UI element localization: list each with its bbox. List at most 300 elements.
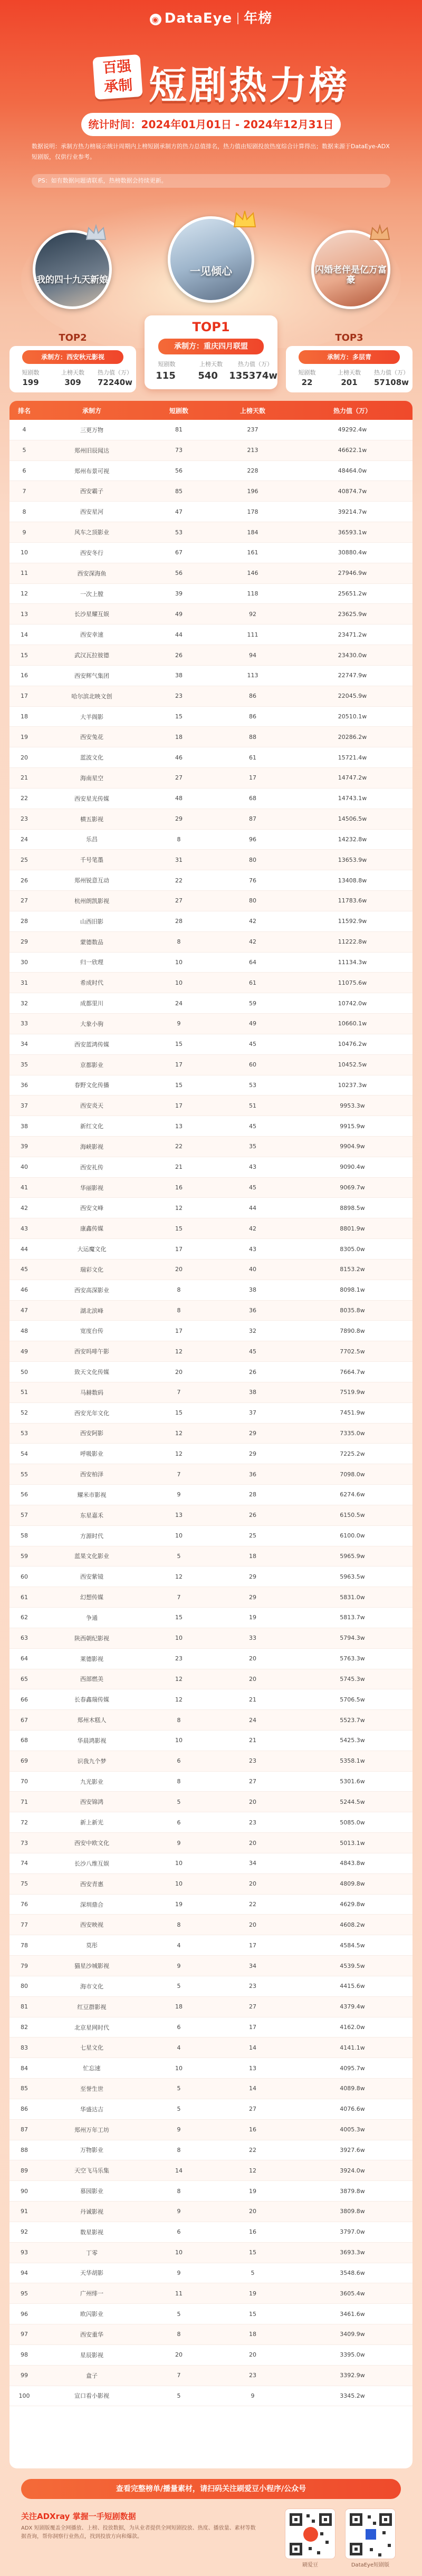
- brand-divider: [237, 13, 238, 24]
- dramas-cell: 56: [175, 467, 183, 475]
- heat-cell: 11222.8w: [338, 938, 367, 946]
- top1-stat-vals: [145, 370, 277, 381]
- rank-cell: 9: [22, 528, 26, 536]
- dramas-cell: 8: [177, 1778, 181, 1785]
- days-cell: 35: [249, 1143, 256, 1150]
- heat-cell: 5745.3w: [340, 1675, 365, 1683]
- heat-cell: 7098.0w: [340, 1470, 365, 1478]
- qr2-caption: DataEye短剧版: [351, 2562, 390, 2568]
- days-cell: 61: [249, 754, 256, 761]
- producer-cell: 西安炎天: [80, 1102, 103, 1110]
- rank-cell: 4: [22, 426, 26, 434]
- rank-cell: 96: [21, 2310, 28, 2318]
- table-row: [9, 747, 413, 768]
- days-cell: 88: [249, 733, 256, 741]
- producer-cell: 大羊阁影: [80, 713, 103, 720]
- rank-cell: 85: [21, 2085, 28, 2092]
- days-cell: 44: [249, 1204, 256, 1212]
- heat-cell: 4539.5w: [340, 1962, 365, 1969]
- rank-cell: 57: [21, 1512, 28, 1519]
- table-row: [9, 1772, 413, 1792]
- dramas-cell: 23: [175, 1655, 183, 1662]
- rank-cell: 26: [21, 877, 28, 884]
- dramas-cell: 11: [175, 2290, 183, 2297]
- dramas-cell: 10: [175, 958, 183, 966]
- rank-cell: 87: [21, 2126, 28, 2133]
- producer-cell: 西安星光传媒: [74, 795, 109, 802]
- rank-cell: 21: [21, 774, 28, 782]
- days-cell: 45: [249, 1041, 256, 1048]
- dramas-cell: 17: [175, 1102, 183, 1109]
- dramas-cell: 10: [175, 1860, 183, 1867]
- dramas-cell: 18: [175, 733, 183, 741]
- days-cell: 15: [249, 2249, 256, 2256]
- table-row: [9, 1403, 413, 1424]
- table-row: [9, 1444, 413, 1464]
- rank-cell: 6: [22, 467, 26, 475]
- dramas-cell: 16: [175, 1184, 183, 1191]
- producer-cell: 北京星网时代: [74, 2024, 109, 2031]
- rank-cell: 66: [21, 1696, 28, 1703]
- producer-cell: 成都里川: [80, 1000, 103, 1007]
- days-cell: 26: [249, 1512, 256, 1519]
- days-cell: 36: [249, 1307, 256, 1314]
- table-row: [9, 1915, 413, 1935]
- footer-banner[interactable]: 查看完整榜单/播量素材，请扫码关注刷爱豆小程序/公众号: [21, 2479, 401, 2499]
- days-cell: 29: [249, 1429, 256, 1437]
- table-row: [9, 1075, 413, 1096]
- heat-cell: 4608.2w: [340, 1921, 365, 1928]
- days-cell: 113: [247, 672, 258, 679]
- dramas-cell: 27: [175, 774, 183, 782]
- days-cell: 22: [249, 2146, 256, 2154]
- footer-body: ADX 短剧版覆盖全网播放、上榜、投放数据，为从业者提供全网短剧投放、热度、播放量、素材等数据查询，帮你洞察行业热点，找到投放方向和爆款。: [21, 2525, 256, 2540]
- producer-cell: 希成时代: [80, 979, 103, 987]
- rank-cell: 37: [21, 1102, 28, 1109]
- rank-cell: 22: [21, 795, 28, 802]
- table-row: [9, 1424, 413, 1444]
- intro-paragraph: 数据说明：承制方热力榜展示统计周期内上榜短剧承制方的热力总值排名，热力值由短剧投放热度综合计算得出；数据来源于DataEye-ADX短剧版，仅供行业参考。: [32, 143, 390, 160]
- days-cell: 86: [249, 693, 256, 700]
- rank-cell: 62: [21, 1614, 28, 1621]
- heat-cell: 5763.3w: [340, 1655, 365, 1662]
- top2-head-days: 上榜天数: [61, 369, 84, 376]
- brand-suffix: 年榜: [244, 11, 273, 26]
- heat-cell: 3548.6w: [340, 2269, 365, 2276]
- producer-cell: 长沙星耀互娱: [74, 611, 109, 618]
- days-cell: 18: [249, 2331, 256, 2338]
- dramas-cell: 17: [175, 1061, 183, 1069]
- rank-cell: 77: [21, 1921, 28, 1928]
- days-cell: 29: [249, 1573, 256, 1580]
- heat-cell: 6274.6w: [340, 1491, 365, 1498]
- days-cell: 53: [249, 1081, 256, 1089]
- footer: [21, 2505, 401, 2569]
- top3-days: 201: [341, 378, 358, 387]
- rank-cell: 35: [21, 1061, 28, 1069]
- dramas-cell: 67: [175, 549, 183, 556]
- dramas-cell: 8: [177, 835, 181, 843]
- dramas-cell: 5: [177, 2085, 181, 2092]
- table-row: [9, 2324, 413, 2345]
- days-cell: 32: [249, 1327, 256, 1334]
- producer-cell: 郑州锐意互动: [74, 877, 109, 885]
- producer-cell: 蒙德数品: [80, 938, 103, 946]
- heat-cell: 3605.4w: [340, 2290, 365, 2297]
- producer-cell: 争通: [86, 1614, 98, 1621]
- producer-cell: 西安蓝鸿传媒: [74, 1041, 109, 1048]
- days-cell: 80: [249, 897, 256, 905]
- heat-cell: 6150.5w: [340, 1512, 365, 1519]
- rank-cell: 75: [21, 1880, 28, 1888]
- heat-cell: 27946.9w: [338, 570, 367, 577]
- heat-cell: 40874.7w: [338, 487, 367, 495]
- dramas-cell: 24: [175, 999, 183, 1007]
- col-producer: 承制方: [82, 407, 101, 415]
- top3-poster: [311, 230, 390, 309]
- table-row: [9, 1198, 413, 1218]
- dramas-cell: 17: [175, 1327, 183, 1334]
- rank-cell: 99: [21, 2372, 28, 2379]
- dramas-cell: 9: [177, 1962, 181, 1969]
- dramas-cell: 81: [175, 426, 183, 434]
- rank-cell: 52: [21, 1409, 28, 1417]
- col-heat: 热力值（万）: [333, 407, 371, 415]
- top3-head-days: 上榜天数: [338, 369, 361, 376]
- table-row: [9, 1853, 413, 1874]
- rank-cell: 19: [21, 733, 28, 741]
- producer-cell: 西部燃美: [80, 1676, 103, 1683]
- table-row: [9, 2181, 413, 2202]
- qr-code-dataeye[interactable]: [345, 2508, 396, 2559]
- days-cell: 20: [249, 1655, 256, 1662]
- dramas-cell: 4: [177, 1941, 181, 1949]
- table-row: [9, 1649, 413, 1669]
- rank-cell: 98: [21, 2351, 28, 2359]
- table-row: [9, 1034, 413, 1055]
- days-cell: 22: [249, 1901, 256, 1908]
- days-cell: 146: [247, 570, 258, 577]
- rank-cell: 48: [21, 1327, 28, 1334]
- dramas-cell: 44: [175, 631, 183, 638]
- heat-cell: 11592.9w: [338, 918, 367, 925]
- top2-heat: 72240w: [97, 378, 133, 387]
- days-cell: 33: [249, 1635, 256, 1642]
- producer-cell: 郑州旧辰闻达: [74, 447, 109, 454]
- rank-cell: 91: [21, 2208, 28, 2215]
- producer-cell: 归一欣理: [80, 959, 103, 966]
- producer-cell: 乐昌: [86, 836, 98, 843]
- top2-producer: 承制方：西安秋元影视: [22, 350, 123, 364]
- days-cell: 19: [249, 2290, 256, 2297]
- producer-cell: 西安重华: [80, 2331, 103, 2338]
- heat-cell: 6100.0w: [340, 1532, 365, 1540]
- heat-cell: 9915.9w: [340, 1122, 365, 1130]
- producer-cell: 天空飞马乐集: [74, 2167, 109, 2175]
- producer-cell: 方源时代: [80, 1532, 103, 1540]
- table-row: [9, 932, 413, 953]
- rank-cell: 14: [21, 631, 28, 638]
- qr-code-shuaidou[interactable]: [285, 2508, 335, 2559]
- rank-cell: 24: [21, 835, 28, 843]
- dramas-cell: 9: [177, 2126, 181, 2133]
- rank-cell: 83: [21, 2044, 28, 2051]
- rank-cell: 64: [21, 1655, 28, 1662]
- table-row: [9, 830, 413, 850]
- heat-cell: 48464.0w: [338, 467, 367, 475]
- producer-cell: 西安兔花: [80, 734, 103, 741]
- producer-cell: 哈尔滨北映文创: [71, 693, 112, 700]
- top1-dramas: 115: [156, 370, 176, 381]
- table-row: [9, 543, 413, 563]
- days-cell: 20: [249, 1798, 256, 1805]
- col-rank: 排名: [17, 407, 31, 415]
- table-row: [9, 1874, 413, 1895]
- rank-cell: 53: [21, 1429, 28, 1437]
- days-cell: 118: [247, 590, 258, 598]
- rank-cell: 54: [21, 1450, 28, 1457]
- rank-cell: 56: [21, 1491, 28, 1498]
- producer-cell: 千号笔墨: [80, 857, 103, 864]
- heat-cell: 3461.6w: [340, 2310, 365, 2318]
- producer-cell: 京都影业: [80, 1061, 103, 1069]
- top3-heat: 57108w: [373, 378, 409, 387]
- heat-cell: 14747.2w: [338, 774, 367, 782]
- dramas-cell: 4: [177, 2044, 181, 2051]
- dramas-cell: 12: [175, 1348, 183, 1355]
- top3-stat-heads: [286, 368, 413, 377]
- dramas-cell: 15: [175, 1409, 183, 1417]
- days-cell: 178: [247, 508, 258, 515]
- dramas-cell: 10: [175, 1532, 183, 1540]
- producer-cell: 蓝果文化影业: [74, 1553, 109, 1560]
- rank-cell: 55: [21, 1470, 28, 1478]
- dramas-cell: 27: [175, 897, 183, 905]
- days-cell: 5: [251, 2269, 255, 2276]
- heat-cell: 23430.0w: [338, 651, 367, 659]
- rank-cell: 51: [21, 1389, 28, 1396]
- dramas-cell: 8: [177, 1286, 181, 1294]
- dramas-cell: 23: [175, 693, 183, 700]
- col-days: 上榜天数: [239, 407, 265, 415]
- top1-producer: 承制方：重庆四月联盟: [158, 339, 264, 354]
- table-row: [9, 604, 413, 624]
- table-row: [9, 953, 413, 973]
- rank-cell: 47: [21, 1307, 28, 1314]
- days-cell: 21: [249, 1696, 256, 1703]
- producer-cell: 一次上膛: [80, 590, 103, 598]
- heat-cell: 22045.9w: [338, 693, 367, 700]
- table-row: [9, 1157, 413, 1178]
- page-title: 短剧热力榜: [149, 63, 350, 108]
- dramas-cell: 10: [175, 1880, 183, 1888]
- dramas-cell: 49: [175, 610, 183, 618]
- dramas-cell: 6: [177, 2024, 181, 2031]
- heat-cell: 5706.5w: [340, 1696, 365, 1703]
- table-row: [9, 1301, 413, 1321]
- heat-cell: 4809.8w: [340, 1880, 365, 1888]
- producer-cell: 丁零: [86, 2249, 98, 2256]
- heat-cell: 10660.1w: [338, 1020, 367, 1027]
- heat-cell: 3797.0w: [340, 2228, 365, 2236]
- heat-cell: 8898.5w: [340, 1204, 365, 1212]
- dramas-cell: 9: [177, 1839, 181, 1847]
- producer-cell: 西安辉气集团: [74, 672, 109, 679]
- producer-cell: 西安冬行: [80, 549, 103, 556]
- table-row: [9, 1997, 413, 2017]
- days-cell: 96: [249, 835, 256, 843]
- rank-cell: 76: [21, 1901, 28, 1908]
- top1-label: TOP1: [192, 320, 230, 334]
- producer-cell: 宣口看小影视: [74, 2392, 109, 2400]
- heat-cell: 3345.2w: [340, 2392, 365, 2399]
- dramas-cell: 53: [175, 528, 183, 536]
- rank-cell: 49: [21, 1348, 28, 1355]
- brand-name: DataEye: [164, 11, 233, 26]
- days-cell: 68: [249, 795, 256, 802]
- top1-crown-icon: [232, 209, 257, 229]
- dramas-cell: 38: [175, 672, 183, 679]
- producer-cell: 西安幸速: [80, 631, 103, 639]
- top2-card: [9, 332, 136, 392]
- days-cell: 92: [249, 610, 256, 618]
- dramas-cell: 12: [175, 1429, 183, 1437]
- rank-cell: 7: [22, 487, 26, 495]
- rank-cell: 90: [21, 2187, 28, 2195]
- heat-cell: 3395.0w: [340, 2351, 365, 2359]
- top1-heat: 135374w: [229, 370, 277, 381]
- producer-cell: 万物影业: [80, 2147, 103, 2154]
- producer-cell: 西安文峰: [80, 1205, 103, 1212]
- rank-cell: 69: [21, 1757, 28, 1765]
- days-cell: 43: [249, 1164, 256, 1171]
- rank-cell: 94: [21, 2269, 28, 2276]
- rank-cell: 8: [22, 508, 26, 515]
- table-row: [9, 870, 413, 891]
- rank-cell: 60: [21, 1573, 28, 1580]
- dramas-cell: 6: [177, 1819, 181, 1826]
- heat-cell: 10237.3w: [338, 1081, 367, 1089]
- heat-cell: 46622.1w: [338, 447, 367, 454]
- top1-poster: [168, 216, 254, 303]
- ranking-table: [9, 401, 413, 2468]
- top2-poster-caption: 我的四十九天新娘: [36, 275, 108, 286]
- heat-cell: 25651.2w: [338, 590, 367, 598]
- table-row: [9, 440, 413, 461]
- dramas-cell: 15: [175, 1614, 183, 1621]
- rank-cell: 88: [21, 2146, 28, 2154]
- days-cell: 9: [251, 2392, 255, 2399]
- heat-cell: 5358.1w: [340, 1757, 365, 1765]
- table-row: [9, 666, 413, 686]
- producer-cell: 西安深海鱼: [77, 570, 107, 577]
- table-row: [9, 1587, 413, 1608]
- heat-cell: 11134.3w: [338, 958, 367, 966]
- table-row: [9, 911, 413, 932]
- producer-cell: 天华胡影: [80, 2270, 103, 2277]
- table-row: [9, 850, 413, 870]
- rank-cell: 43: [21, 1225, 28, 1232]
- producer-cell: 东星嘉禾: [80, 1512, 103, 1519]
- rank-cell: 38: [21, 1122, 28, 1130]
- producer-cell: 西安光年文化: [74, 1409, 109, 1417]
- days-cell: 111: [247, 631, 258, 638]
- days-cell: 87: [249, 815, 256, 823]
- dramas-cell: 15: [175, 1225, 183, 1232]
- dramas-cell: 10: [175, 2249, 183, 2256]
- days-cell: 14: [249, 2044, 256, 2051]
- rank-cell: 33: [21, 1020, 28, 1027]
- table-row: [9, 2304, 413, 2324]
- heat-cell: 5523.7w: [340, 1716, 365, 1724]
- table-row: [9, 1956, 413, 1976]
- table-row: [9, 2243, 413, 2263]
- days-cell: 94: [249, 651, 256, 659]
- producer-cell: 郑州布景可视: [74, 467, 109, 475]
- top2-head-dramas: 短剧数: [22, 369, 40, 376]
- producer-cell: 西安阿影: [80, 1430, 103, 1437]
- days-cell: 16: [249, 2126, 256, 2133]
- table-row: [9, 1239, 413, 1260]
- rank-cell: 71: [21, 1798, 28, 1805]
- producer-cell: 长春鑫瑞传媒: [74, 1696, 109, 1704]
- days-cell: 45: [249, 1348, 256, 1355]
- table-row: [9, 2160, 413, 2181]
- days-cell: 25: [249, 1532, 256, 1540]
- dramas-cell: 7: [177, 2372, 181, 2379]
- producer-cell: 陕西朝纪影视: [74, 1635, 109, 1642]
- table-row: [9, 1055, 413, 1075]
- dramas-cell: 12: [175, 1204, 183, 1212]
- table-row: [9, 768, 413, 789]
- note-line: PS：如有数据问题请联系，热榜数据会持续更新。: [32, 174, 390, 188]
- producer-cell: 湖北滨峰: [80, 1307, 103, 1314]
- heat-cell: 4141.1w: [340, 2044, 365, 2051]
- dramas-cell: 26: [175, 651, 183, 659]
- rank-cell: 97: [21, 2331, 28, 2338]
- dramas-cell: 9: [177, 2208, 181, 2215]
- table-row: [9, 727, 413, 747]
- producer-cell: 广州绯一: [80, 2290, 103, 2298]
- top3-producer: 承制方：多层青: [299, 350, 400, 364]
- rank-cell: 20: [21, 754, 28, 761]
- table-row: [9, 1566, 413, 1587]
- producer-cell: 耀米市影视: [77, 1491, 107, 1498]
- heat-cell: 14506.5w: [338, 815, 367, 823]
- top2-crown-icon: [84, 224, 108, 242]
- heat-cell: 10476.2w: [338, 1041, 367, 1048]
- rank-cell: 30: [21, 958, 28, 966]
- dramas-cell: 8: [177, 1307, 181, 1314]
- table-row: [9, 2099, 413, 2120]
- producer-cell: 盒子: [86, 2372, 98, 2379]
- heat-cell: 3392.9w: [340, 2372, 365, 2379]
- dramas-cell: 18: [175, 2003, 183, 2011]
- rank-cell: 61: [21, 1593, 28, 1601]
- heat-cell: 3924.0w: [340, 2167, 365, 2174]
- dramas-cell: 10: [175, 2064, 183, 2072]
- days-cell: 61: [249, 979, 256, 986]
- table-row: [9, 2283, 413, 2304]
- days-cell: 29: [249, 1593, 256, 1601]
- title-row: [0, 51, 422, 108]
- days-cell: 42: [249, 1225, 256, 1232]
- rank-cell: 39: [21, 1143, 28, 1150]
- heat-cell: 7702.5w: [340, 1348, 365, 1355]
- top3-poster-caption: 闪婚老伴是亿万富豪: [315, 264, 387, 286]
- days-cell: 20: [249, 2351, 256, 2359]
- rank-cell: 27: [21, 897, 28, 905]
